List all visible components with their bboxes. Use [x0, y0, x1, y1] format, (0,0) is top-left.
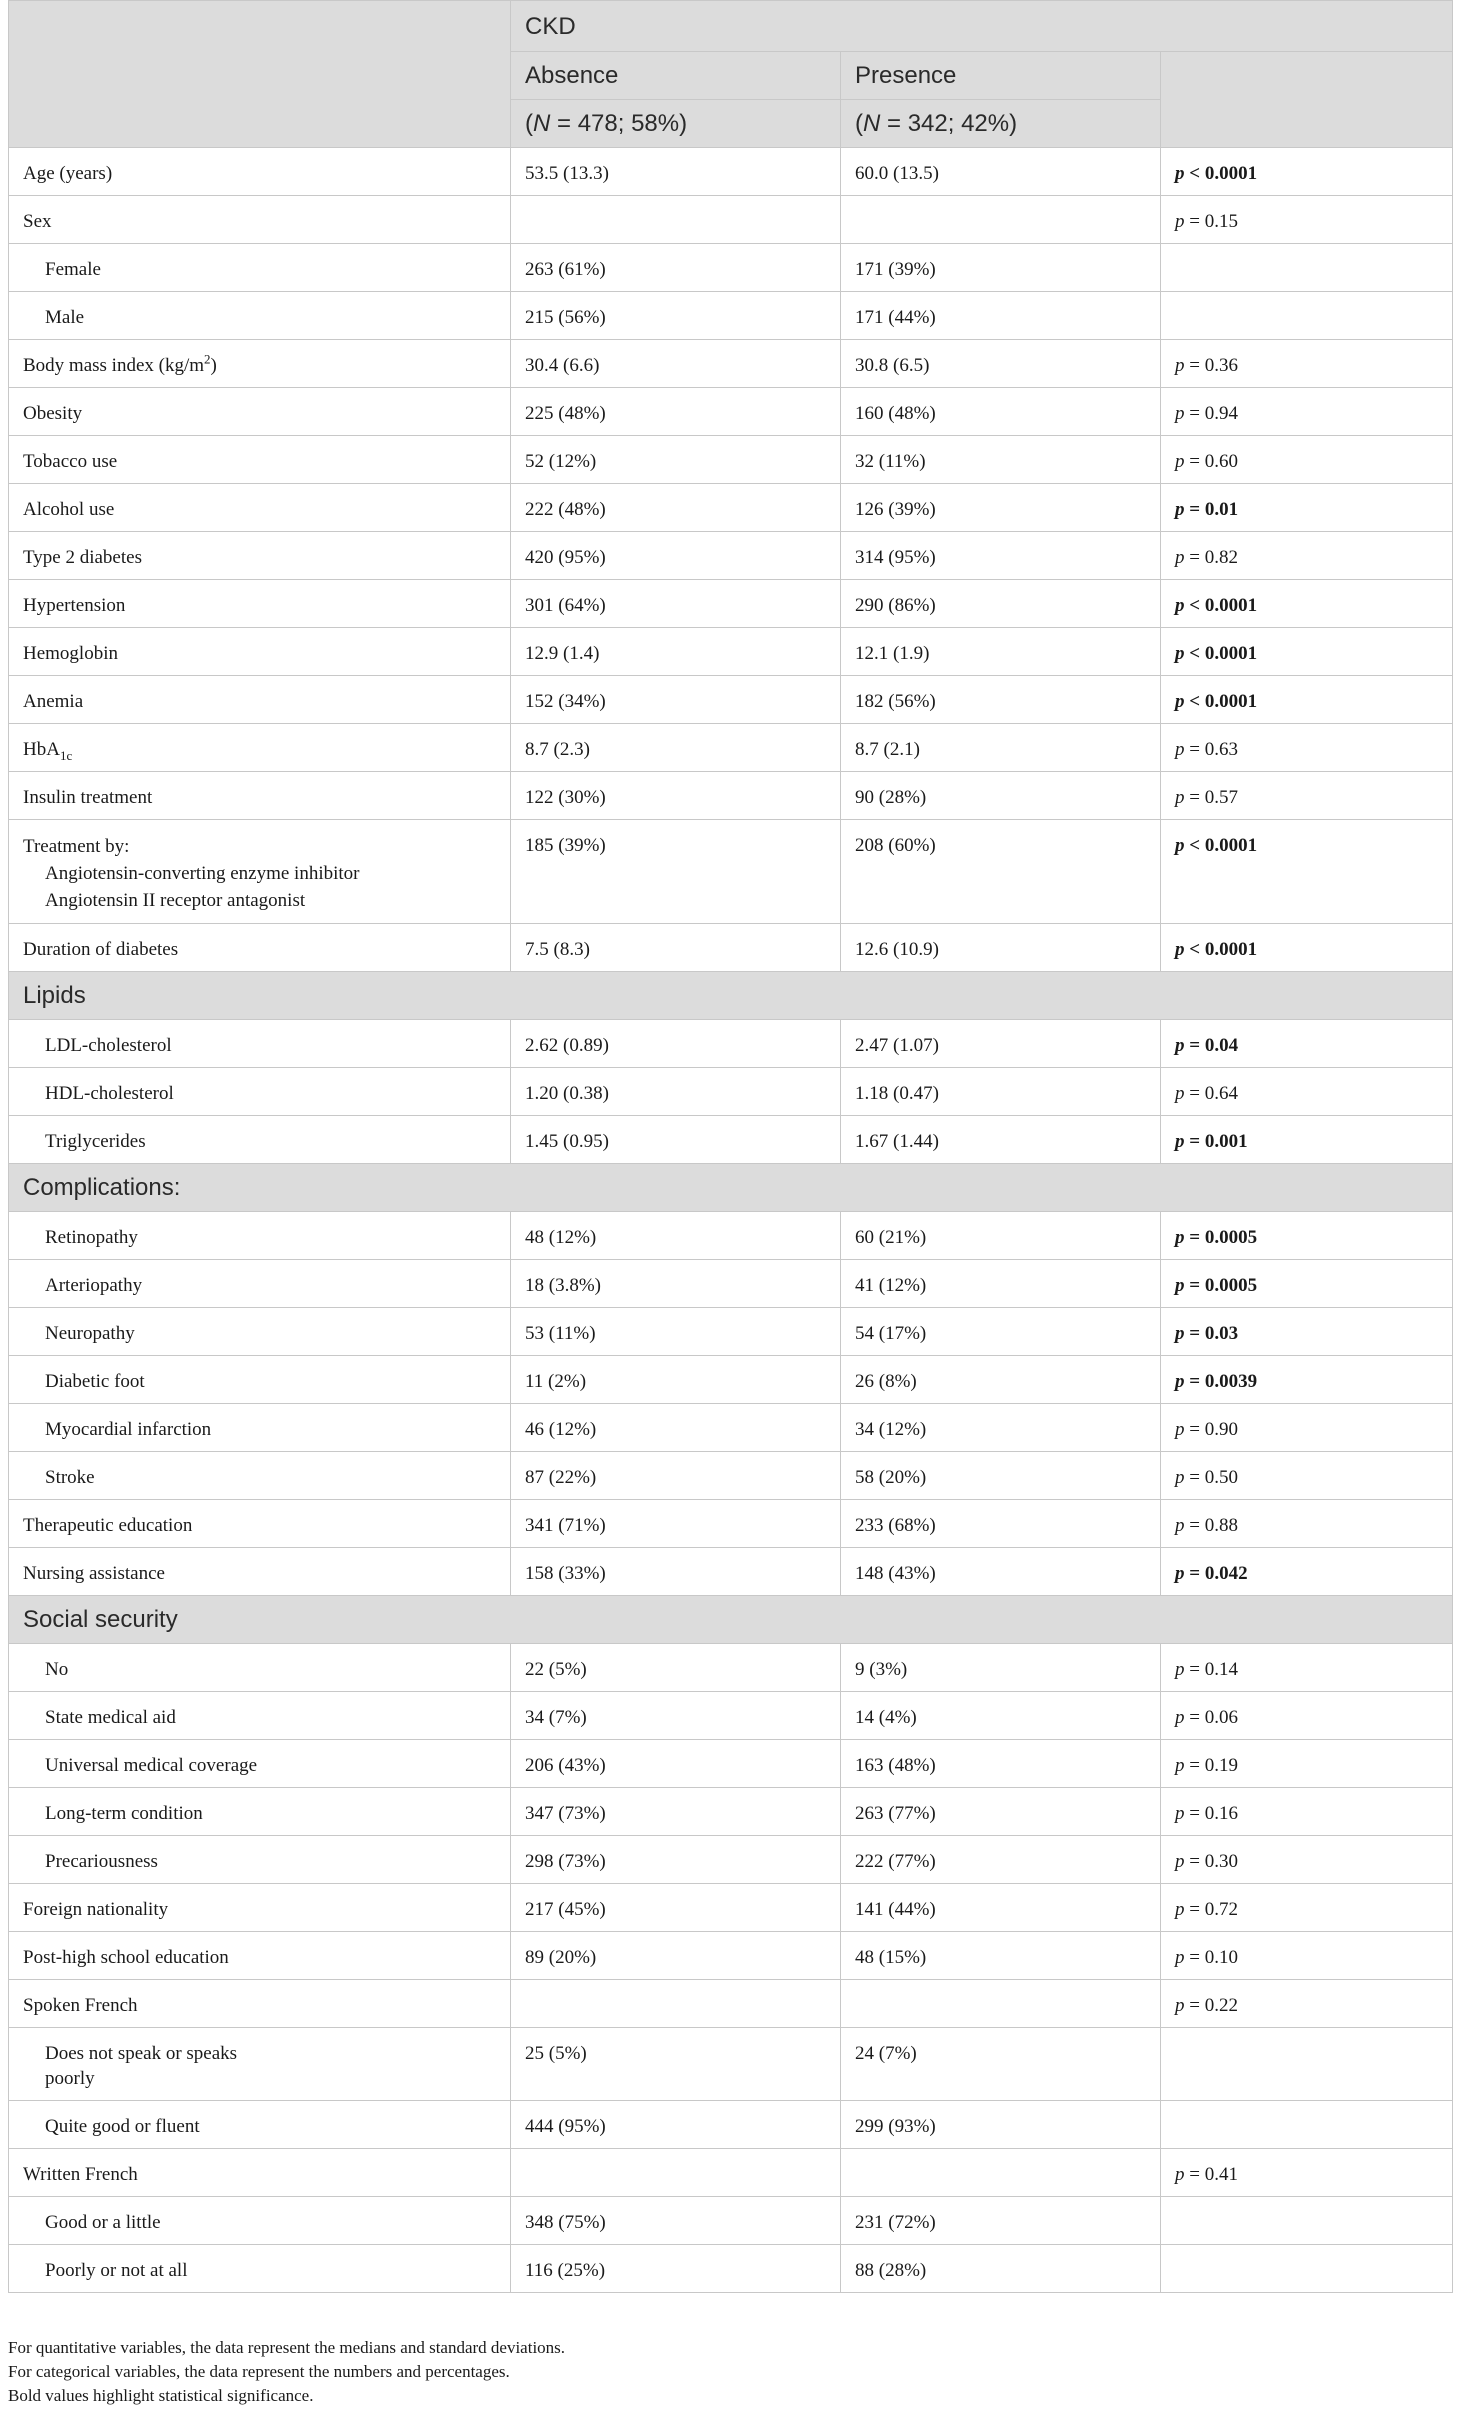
table-row: [9, 1980, 1453, 2028]
presence-value: 171 (44%): [841, 292, 1161, 340]
section-label: Lipids: [9, 972, 1453, 1020]
table-row: [9, 388, 1453, 436]
header-group-ckd: CKD: [511, 1, 1453, 52]
row-label: Sex: [9, 196, 511, 244]
table-row: [9, 820, 1453, 924]
absence-value: [511, 1980, 841, 2028]
p-value: p = 0.41: [1161, 2149, 1453, 2197]
absence-value: 298 (73%): [511, 1836, 841, 1884]
p-value: p = 0.19: [1161, 1740, 1453, 1788]
table-row: [9, 2101, 1453, 2149]
presence-value: 88 (28%): [841, 2245, 1161, 2293]
p-value: p = 0.36: [1161, 340, 1453, 388]
absence-value: 8.7 (2.3): [511, 724, 841, 772]
table-row: [9, 1356, 1453, 1404]
presence-value: 126 (39%): [841, 484, 1161, 532]
p-value: p = 0.64: [1161, 1068, 1453, 1116]
row-label: Diabetic foot: [9, 1356, 511, 1404]
presence-value: [841, 2149, 1161, 2197]
absence-value: 2.62 (0.89): [511, 1020, 841, 1068]
table-row: [9, 484, 1453, 532]
row-label: Precariousness: [9, 1836, 511, 1884]
table-row: [9, 532, 1453, 580]
table-row: [9, 1116, 1453, 1164]
absence-value: 444 (95%): [511, 2101, 841, 2149]
p-value: p < 0.0001: [1161, 580, 1453, 628]
row-label: HDL-cholesterol: [9, 1068, 511, 1116]
section-row: [9, 972, 1453, 1020]
row-label: Female: [9, 244, 511, 292]
row-label: Post-high school education: [9, 1932, 511, 1980]
row-label: Retinopathy: [9, 1212, 511, 1260]
presence-value: 314 (95%): [841, 532, 1161, 580]
presence-value: 30.8 (6.5): [841, 340, 1161, 388]
table-row: [9, 1308, 1453, 1356]
table-row: [9, 436, 1453, 484]
presence-value: 171 (39%): [841, 244, 1161, 292]
absence-value: 1.20 (0.38): [511, 1068, 841, 1116]
absence-value: 301 (64%): [511, 580, 841, 628]
row-label: Universal medical coverage: [9, 1740, 511, 1788]
table-row: [9, 1212, 1453, 1260]
absence-value: 1.45 (0.95): [511, 1116, 841, 1164]
table-row: [9, 772, 1453, 820]
presence-value: 58 (20%): [841, 1452, 1161, 1500]
row-label: Spoken French: [9, 1980, 511, 2028]
table-row: [9, 2197, 1453, 2245]
absence-value: 217 (45%): [511, 1884, 841, 1932]
row-label: HbA$_{1c}$: [9, 724, 511, 772]
presence-value: 24 (7%): [841, 2028, 1161, 2101]
presence-value: [841, 1980, 1161, 2028]
presence-value: 90 (28%): [841, 772, 1161, 820]
p-value: p = 0.82: [1161, 532, 1453, 580]
table-row: [9, 1452, 1453, 1500]
table-row: [9, 676, 1453, 724]
table-row: [9, 724, 1453, 772]
absence-value: 222 (48%): [511, 484, 841, 532]
presence-value: 54 (17%): [841, 1308, 1161, 1356]
p-value: p < 0.0001: [1161, 820, 1453, 924]
row-label: Triglycerides: [9, 1116, 511, 1164]
presence-value: 1.67 (1.44): [841, 1116, 1161, 1164]
presence-value: 1.18 (0.47): [841, 1068, 1161, 1116]
row-label: Treatment by: Angiotensin-converting enzyme inhibitor Angiotensin II receptor antagonist: [9, 820, 511, 924]
table-row: [9, 1260, 1453, 1308]
header-presence: Presence: [841, 52, 1161, 100]
row-label: Quite good or fluent: [9, 2101, 511, 2149]
p-value: p = 0.88: [1161, 1500, 1453, 1548]
presence-value: 163 (48%): [841, 1740, 1161, 1788]
table-row: [9, 1068, 1453, 1116]
presence-value: 8.7 (2.1): [841, 724, 1161, 772]
absence-value: 46 (12%): [511, 1404, 841, 1452]
header-absence-n: (N = 478; 58%): [511, 100, 841, 148]
presence-value: 60.0 (13.5): [841, 148, 1161, 196]
presence-value: 2.47 (1.07): [841, 1020, 1161, 1068]
table-row: [9, 1548, 1453, 1596]
presence-value: 233 (68%): [841, 1500, 1161, 1548]
table-row: [9, 2028, 1453, 2101]
table-row: [9, 1788, 1453, 1836]
row-label: Insulin treatment: [9, 772, 511, 820]
presence-value: 222 (77%): [841, 1836, 1161, 1884]
p-value: [1161, 244, 1453, 292]
p-value: p = 0.94: [1161, 388, 1453, 436]
table-row: [9, 1836, 1453, 1884]
absence-value: 25 (5%): [511, 2028, 841, 2101]
table-row: [9, 580, 1453, 628]
row-label: Therapeutic education: [9, 1500, 511, 1548]
footnote-quantitative: For quantitative variables, the data represent the medians and standard deviations.: [8, 2338, 566, 2357]
row-label: Hemoglobin: [9, 628, 511, 676]
p-value: p = 0.60: [1161, 436, 1453, 484]
p-value: p = 0.16: [1161, 1788, 1453, 1836]
table-row: [9, 1404, 1453, 1452]
absence-value: [511, 196, 841, 244]
p-value: p = 0.14: [1161, 1644, 1453, 1692]
row-label: Myocardial infarction: [9, 1404, 511, 1452]
row-label: Foreign nationality: [9, 1884, 511, 1932]
absence-value: 420 (95%): [511, 532, 841, 580]
row-label: Age (years): [9, 148, 511, 196]
p-value: p = 0.04: [1161, 1020, 1453, 1068]
table-row: [9, 2149, 1453, 2197]
absence-value: 53 (11%): [511, 1308, 841, 1356]
absence-value: 215 (56%): [511, 292, 841, 340]
absence-value: 263 (61%): [511, 244, 841, 292]
absence-value: 48 (12%): [511, 1212, 841, 1260]
p-value: p = 0.15: [1161, 196, 1453, 244]
p-value: p = 0.01: [1161, 484, 1453, 532]
presence-value: 231 (72%): [841, 2197, 1161, 2245]
absence-value: 52 (12%): [511, 436, 841, 484]
absence-value: 7.5 (8.3): [511, 924, 841, 972]
row-label: Stroke: [9, 1452, 511, 1500]
table-row: [9, 1932, 1453, 1980]
absence-value: 341 (71%): [511, 1500, 841, 1548]
table-row: [9, 340, 1453, 388]
absence-value: 30.4 (6.6): [511, 340, 841, 388]
row-label: Obesity: [9, 388, 511, 436]
footnote-bold: Bold values highlight statistical significance.: [8, 2386, 314, 2405]
row-label: Hypertension: [9, 580, 511, 628]
table-header: [9, 1, 1453, 148]
p-value: p < 0.0001: [1161, 148, 1453, 196]
absence-value: 206 (43%): [511, 1740, 841, 1788]
p-value: p = 0.30: [1161, 1836, 1453, 1884]
footnote-categorical: For categorical variables, the data represent the numbers and percentages.: [8, 2362, 510, 2381]
presence-value: 26 (8%): [841, 1356, 1161, 1404]
table-row: [9, 196, 1453, 244]
p-value: p = 0.90: [1161, 1404, 1453, 1452]
absence-value: 122 (30%): [511, 772, 841, 820]
section-row: [9, 1596, 1453, 1644]
row-label: Male: [9, 292, 511, 340]
p-value: p = 0.001: [1161, 1116, 1453, 1164]
row-label: Tobacco use: [9, 436, 511, 484]
absence-value: 158 (33%): [511, 1548, 841, 1596]
row-label: Nursing assistance: [9, 1548, 511, 1596]
table-row: [9, 924, 1453, 972]
p-value: p = 0.042: [1161, 1548, 1453, 1596]
p-value: p < 0.0001: [1161, 628, 1453, 676]
presence-value: 34 (12%): [841, 1404, 1161, 1452]
presence-value: 14 (4%): [841, 1692, 1161, 1740]
header-pvalue-blank: [1161, 52, 1453, 148]
absence-value: 12.9 (1.4): [511, 628, 841, 676]
absence-value: 185 (39%): [511, 820, 841, 924]
absence-value: 11 (2%): [511, 1356, 841, 1404]
p-value: p = 0.72: [1161, 1884, 1453, 1932]
ckd-characteristics-table: [8, 0, 1453, 2293]
absence-value: 116 (25%): [511, 2245, 841, 2293]
absence-value: 89 (20%): [511, 1932, 841, 1980]
header-blank-cell: [9, 1, 511, 148]
p-value: p < 0.0001: [1161, 676, 1453, 724]
absence-value: 87 (22%): [511, 1452, 841, 1500]
presence-value: 182 (56%): [841, 676, 1161, 724]
p-value: p = 0.63: [1161, 724, 1453, 772]
presence-value: 60 (21%): [841, 1212, 1161, 1260]
table-row: [9, 1644, 1453, 1692]
header-absence: Absence: [511, 52, 841, 100]
table-row: [9, 292, 1453, 340]
table-row: [9, 148, 1453, 196]
row-label: Alcohol use: [9, 484, 511, 532]
presence-value: 160 (48%): [841, 388, 1161, 436]
row-label: Long-term condition: [9, 1788, 511, 1836]
table-row: [9, 1500, 1453, 1548]
p-value: p = 0.0005: [1161, 1212, 1453, 1260]
row-label: Does not speak or speaks poorly: [9, 2028, 511, 2101]
row-label: Poorly or not at all: [9, 2245, 511, 2293]
absence-value: 347 (73%): [511, 1788, 841, 1836]
table-body: [9, 148, 1453, 2293]
presence-value: 32 (11%): [841, 436, 1161, 484]
row-label: Written French: [9, 2149, 511, 2197]
presence-value: 208 (60%): [841, 820, 1161, 924]
table-row: [9, 1884, 1453, 1932]
p-value: p = 0.03: [1161, 1308, 1453, 1356]
header-presence-n: (N = 342; 42%): [841, 100, 1161, 148]
p-value: p < 0.0001: [1161, 924, 1453, 972]
presence-value: 141 (44%): [841, 1884, 1161, 1932]
presence-value: 263 (77%): [841, 1788, 1161, 1836]
p-value: p = 0.22: [1161, 1980, 1453, 2028]
row-label: Good or a little: [9, 2197, 511, 2245]
presence-value: 290 (86%): [841, 580, 1161, 628]
absence-value: 34 (7%): [511, 1692, 841, 1740]
row-label: Type 2 diabetes: [9, 532, 511, 580]
p-value: p = 0.10: [1161, 1932, 1453, 1980]
table-container: [8, 0, 1452, 2293]
presence-value: 12.1 (1.9): [841, 628, 1161, 676]
row-label: Anemia: [9, 676, 511, 724]
absence-value: 18 (3.8%): [511, 1260, 841, 1308]
section-label: Complications:: [9, 1164, 1453, 1212]
presence-value: 148 (43%): [841, 1548, 1161, 1596]
table-row: [9, 1692, 1453, 1740]
p-value: p = 0.50: [1161, 1452, 1453, 1500]
row-label: LDL-cholesterol: [9, 1020, 511, 1068]
absence-value: [511, 2149, 841, 2197]
p-value: p = 0.0039: [1161, 1356, 1453, 1404]
absence-value: 225 (48%): [511, 388, 841, 436]
presence-value: 48 (15%): [841, 1932, 1161, 1980]
absence-value: 53.5 (13.3): [511, 148, 841, 196]
absence-value: 22 (5%): [511, 1644, 841, 1692]
presence-value: [841, 196, 1161, 244]
footnotes: [8, 2336, 1452, 2408]
presence-value: 12.6 (10.9): [841, 924, 1161, 972]
row-label: Neuropathy: [9, 1308, 511, 1356]
table-row: [9, 1740, 1453, 1788]
p-value: [1161, 2197, 1453, 2245]
p-value: [1161, 2028, 1453, 2101]
row-label: No: [9, 1644, 511, 1692]
row-label: Duration of diabetes: [9, 924, 511, 972]
presence-value: 41 (12%): [841, 1260, 1161, 1308]
p-value: p = 0.0005: [1161, 1260, 1453, 1308]
row-label: Body mass index $(kg/m^2)$: [9, 340, 511, 388]
table-row: [9, 628, 1453, 676]
p-value: p = 0.06: [1161, 1692, 1453, 1740]
section-row: [9, 1164, 1453, 1212]
row-label: Arteriopathy: [9, 1260, 511, 1308]
table-row: [9, 244, 1453, 292]
absence-value: 152 (34%): [511, 676, 841, 724]
presence-value: 9 (3%): [841, 1644, 1161, 1692]
p-value: [1161, 292, 1453, 340]
section-label: Social security: [9, 1596, 1453, 1644]
table-row: [9, 2245, 1453, 2293]
p-value: p = 0.57: [1161, 772, 1453, 820]
table-row: [9, 1020, 1453, 1068]
p-value: [1161, 2245, 1453, 2293]
p-value: [1161, 2101, 1453, 2149]
presence-value: 299 (93%): [841, 2101, 1161, 2149]
absence-value: 348 (75%): [511, 2197, 841, 2245]
row-label: State medical aid: [9, 1692, 511, 1740]
